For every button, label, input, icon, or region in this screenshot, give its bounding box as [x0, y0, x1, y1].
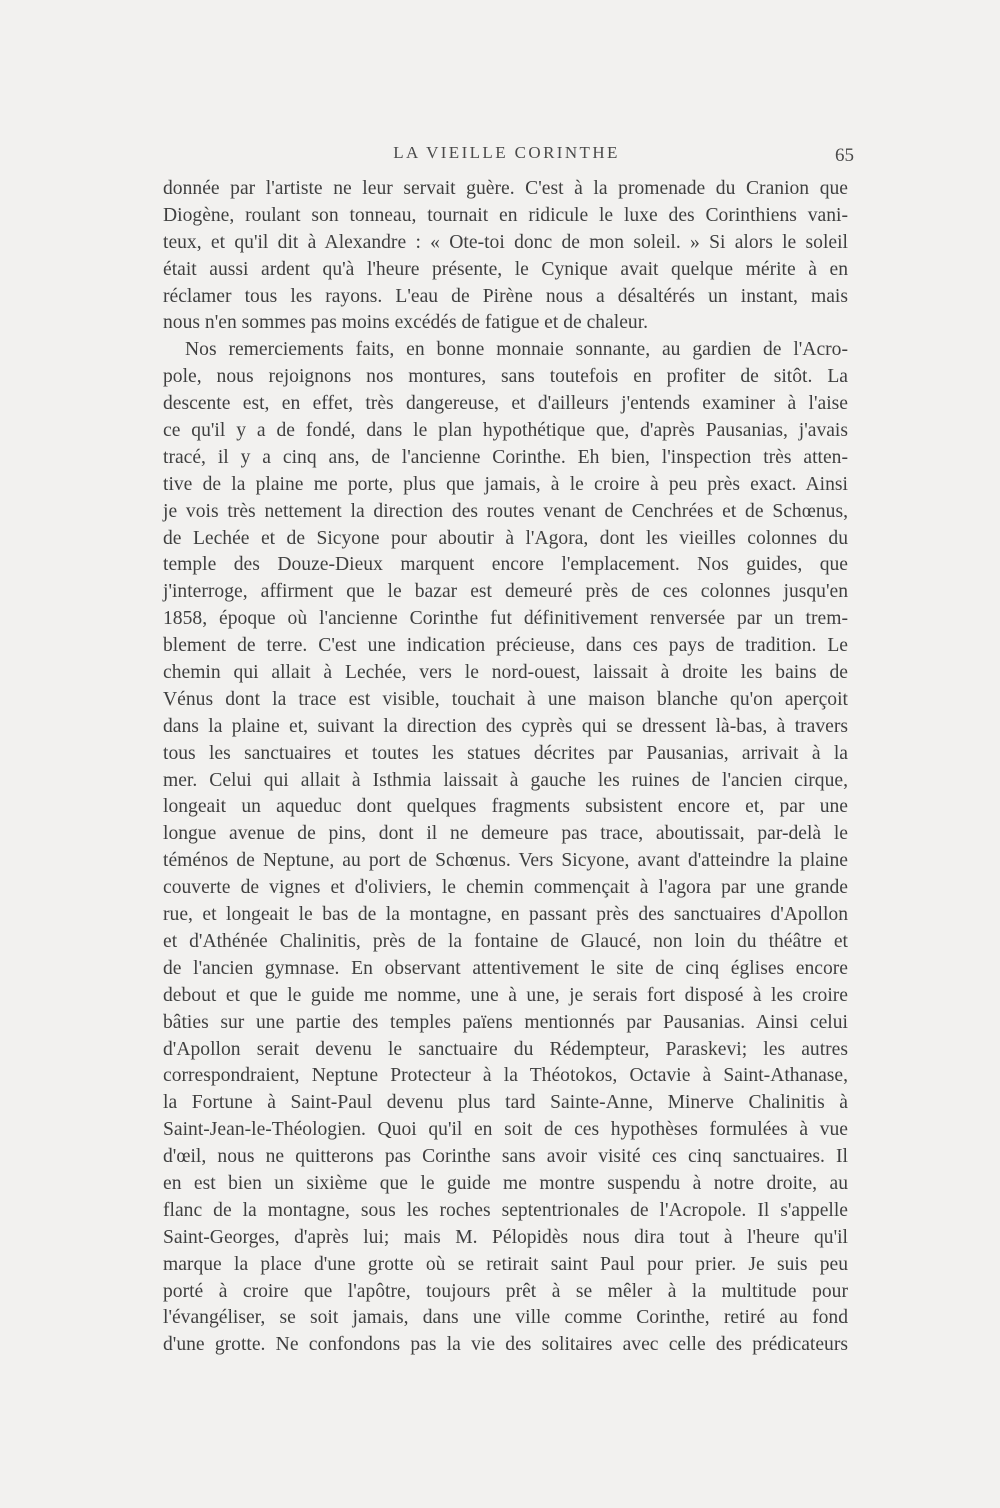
- text-line: Diogène, roulant son tonneau, tournait en ridicule le luxe des Corinthiens vani-: [163, 204, 848, 226]
- text-line: longeait un aqueduc dont quelques fragments subsistent encore et, par une: [163, 796, 848, 818]
- text-line: donnée par l'artiste ne leur servait guère. C'est à la promenade du Cranion que: [163, 178, 848, 199]
- text-line: de l'ancien gymnase. En observant attentivement le site de cinq églises encore: [163, 957, 848, 979]
- text-line: debout et que le guide me nomme, une à une, je serais fort disposé à les croire: [163, 984, 848, 1006]
- text-line: Saint-Jean-le-Théologien. Quoi qu'il en soit de ces hypothèses formulées à vue: [163, 1119, 848, 1141]
- text-line: Nos remerciements faits, en bonne monnaie sonnante, au gardien de l'Acro-: [185, 339, 848, 361]
- text-line: rue, et longeait le bas de la montagne, en passant près des sanctuaires d'Apollon: [163, 904, 848, 926]
- text-line: correspondraient, Neptune Protecteur à la Théotokos, Octavie à Saint-Athanase,: [163, 1065, 848, 1087]
- text-line: teux, et qu'il dit à Alexandre : « Ote-toi donc de mon soleil. » Si alors le soleil: [163, 231, 848, 253]
- running-head: [163, 143, 854, 171]
- text-line: bâties sur une partie des temples païens mentionnés par Pausanias. Ainsi celui: [163, 1011, 848, 1033]
- text-line: temple des Douze-Dieux marquent encore l'emplacement. Nos guides, que: [163, 554, 848, 576]
- text-line: je vois très nettement la direction des routes venant de Cenchrées et de Schœnus,: [163, 500, 848, 522]
- text-line: Vénus dont la trace est visible, touchait à une maison blanche qu'on aperçoit: [163, 688, 848, 710]
- text-line: longue avenue de pins, dont il ne demeure pas trace, aboutissait, par-delà le: [163, 823, 848, 845]
- text-line: ce qu'il y a de fondé, dans le plan hypothétique que, d'après Pausanias, j'avais: [163, 420, 848, 442]
- text-line: couverte de vignes et d'oliviers, le chemin commençait à l'agora par une grande: [163, 877, 848, 899]
- text-line: 1858, époque où l'ancienne Corinthe fut définitivement renversée par un trem-: [163, 608, 848, 630]
- body-text: [163, 176, 848, 1359]
- text-line: Saint-Georges, d'après lui; mais M. Pélopidès nous dira tout à l'heure qu'il: [163, 1226, 848, 1248]
- text-line: d'une grotte. Ne confondons pas la vie des solitaires avec celle des prédicateurs: [163, 1334, 848, 1356]
- text-line: en est bien un sixième que le guide me montre suspendu à notre droite, au: [163, 1172, 848, 1194]
- text-line: la Fortune à Saint-Paul devenu plus tard Sainte-Anne, Minerve Chalinitis à: [163, 1092, 848, 1114]
- text-line: l'évangéliser, se soit jamais, dans une ville comme Corinthe, retiré au fond: [163, 1307, 848, 1329]
- text-line: chemin qui allait à Lechée, vers le nord-ouest, laissait à droite les bains de: [163, 662, 848, 684]
- text-line: tous les sanctuaires et toutes les statues décrites par Pausanias, arrivait à la: [163, 742, 848, 764]
- text-line: dans la plaine et, suivant la direction des cyprès qui se dressent là-bas, à travers: [163, 715, 848, 737]
- page-number: 65: [835, 145, 854, 166]
- text-line: porté à croire que l'apôtre, toujours prêt à se mêler à la multitude pour: [163, 1280, 848, 1302]
- text-line: de Lechée et de Sicyone pour aboutir à l'Agora, dont les vieilles colonnes du: [163, 527, 848, 549]
- text-line: blement de terre. C'est une indication précieuse, dans ces pays de tradition. Le: [163, 635, 848, 657]
- text-line: était aussi ardent qu'à l'heure présente, le Cynique avait quelque mérite à en: [163, 258, 848, 280]
- text-line: flanc de la montagne, sous les roches septentrionales de l'Acropole. Il s'appelle: [163, 1199, 848, 1221]
- text-line: j'interroge, affirment que le bazar est demeuré près de ces colonnes jusqu'en: [163, 581, 848, 603]
- text-line: descente est, en effet, très dangereuse, et d'ailleurs j'entends examiner à l'aise: [163, 393, 848, 415]
- text-line: tive de la plaine me porte, plus que jamais, à le croire à peu près exact. Ainsi: [163, 473, 848, 495]
- text-line: pole, nous rejoignons nos montures, sans toutefois en profiter de sitôt. La: [163, 366, 848, 388]
- text-line: mer. Celui qui allait à Isthmia laissait à gauche les ruines de l'ancien cirque,: [163, 769, 848, 791]
- text-line: marque la place d'une grotte où se retirait saint Paul pour prier. Je suis peu: [163, 1253, 848, 1275]
- text-line: et d'Athénée Chalinitis, près de la fontaine de Glaucé, non loin du théâtre et: [163, 930, 848, 952]
- text-line: d'œil, nous ne quitterons pas Corinthe sans avoir visité ces cinq sanctuaires. Il: [163, 1146, 848, 1168]
- text-line: téménos de Neptune, au port de Schœnus. Vers Sicyone, avant d'atteindre la plaine: [163, 850, 848, 872]
- text-line: d'Apollon serait devenu le sanctuaire du Rédempteur, Paraskevi; les autres: [163, 1038, 848, 1060]
- text-line: nous n'en sommes pas moins excédés de fatigue et de chaleur.: [163, 312, 649, 334]
- running-title: LA VIEILLE CORINTHE: [393, 143, 620, 162]
- text-line: tracé, il y a cinq ans, de l'ancienne Corinthe. Eh bien, l'inspection très atten-: [163, 446, 848, 468]
- text-line: réclamer tous les rayons. L'eau de Pirène nous a désaltérés un instant, mais: [163, 285, 848, 307]
